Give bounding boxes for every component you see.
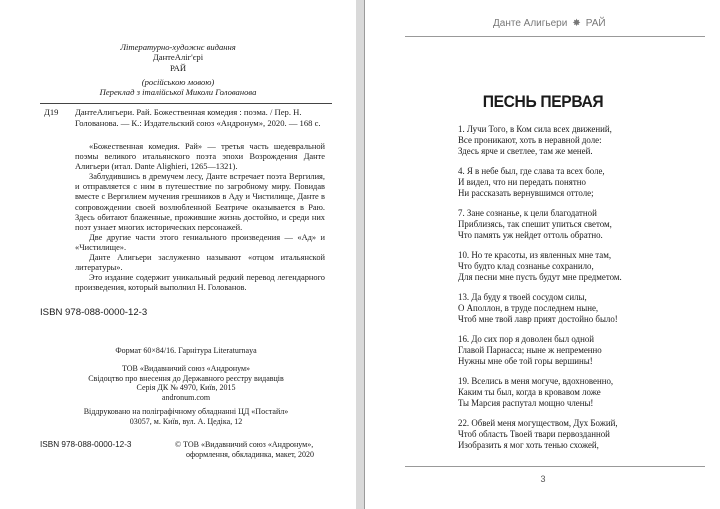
translation-note: Переклад з італійської Миколи Голованова bbox=[99, 87, 257, 98]
page-number: 3 bbox=[540, 474, 546, 484]
verse-line: Здесь ярче и светлее, там же меней. bbox=[458, 146, 593, 157]
annotation-paragraph: «Божественная комедия. Рай» — третья часть шедевральной поэмы великого итальянского поэта эпохи Возрождения Данте Алигьери (итал. Dante Alighieri, 1265—1321). bbox=[75, 142, 325, 172]
copyright-line: © ТОВ «Видавничий союз «Андронум», bbox=[175, 440, 314, 449]
canto-title: ПЕСНЬ ПЕРВАЯ bbox=[482, 92, 604, 111]
author-line: ДантеАліг'єрі bbox=[152, 52, 204, 63]
publisher-line: Серія ДК № 4970, Київ, 2015 bbox=[136, 383, 236, 393]
annotation-paragraph: Данте Алигьери заслуженно называют «отцом итальянской литературы». bbox=[75, 253, 325, 273]
running-head-title: РАЙ bbox=[585, 18, 606, 29]
running-head bbox=[493, 18, 606, 29]
verse-line: Чтоб область Твоей твари первозданной bbox=[458, 429, 610, 440]
stanza bbox=[458, 124, 698, 158]
printer-line: Віддруковано на поліграфічному обладнанні ЦД «Постайл» bbox=[83, 406, 289, 416]
verse-line: Каким ты был, когда в кровавом ложе bbox=[458, 387, 601, 398]
verse-line: Главой Парнасса; ныне ж непременно bbox=[458, 345, 602, 356]
verse-line: Нужны мне обе той горы вершины! bbox=[458, 356, 593, 367]
verse-line: 22. Обвей меня могуществом, Дух Божий, bbox=[458, 418, 618, 428]
publisher-line: Свідоцтво про внесення до Державного реєстру видавців bbox=[88, 373, 284, 383]
isbn-bottom: ISBN 978-088-0000-12-3 bbox=[40, 440, 132, 449]
imprint bbox=[40, 346, 332, 427]
book-gutter bbox=[356, 0, 364, 509]
verse-line: Изобразить я мог хоть тенью схожей, bbox=[458, 440, 599, 451]
verse-line: Ни рассказать вернувшимся оттоле; bbox=[458, 188, 594, 199]
publisher-line: ТОВ «Видавничий союз «Андронум» bbox=[121, 363, 251, 373]
verse-line: 19. Вселись в меня могуче, вдохновенно, bbox=[458, 376, 614, 386]
isbn-main: ISBN 978-088-0000-12-3 bbox=[40, 307, 148, 318]
annotation bbox=[75, 142, 325, 293]
bibliographic-record: ДантеАлигьери. Рай. Божественная комедия : поэма. / Пер. Н. Голованова. — К.: Издательский союз «Андронум», 2020. — 168 с. bbox=[75, 107, 321, 128]
copyright bbox=[175, 440, 345, 460]
verse-line: О Аполлон, в труде последнем ныне, bbox=[458, 303, 599, 314]
verse-line: 13. Да буду я твоей сосудом силы, bbox=[458, 292, 587, 302]
left-page bbox=[0, 0, 357, 509]
publisher-header bbox=[0, 42, 356, 73]
translation-header bbox=[0, 77, 356, 98]
printer-line: 03057, м. Київ, вул. А. Цедіка, 12 bbox=[129, 416, 243, 426]
verse-line: 1. Лучи Того, в Ком сила всех движений, bbox=[458, 124, 612, 134]
stanza bbox=[458, 250, 698, 284]
stanza bbox=[458, 418, 698, 452]
publisher-website: andronum.com bbox=[161, 393, 211, 403]
verse-line: Все проникают, хоть в неравной доле: bbox=[458, 135, 602, 146]
star-ornament-icon: ✸ bbox=[572, 18, 581, 29]
title-line: РАЙ bbox=[169, 62, 187, 73]
stanza bbox=[458, 334, 698, 368]
udk-code: Д19 bbox=[44, 107, 59, 117]
verse-line: И видел, что ни передать понятно bbox=[458, 177, 586, 188]
stanza bbox=[458, 376, 698, 410]
annotation-paragraph: Это издание содержит уникальный редкий перевод легендарного произведения, который выполнил Н. Голованов. bbox=[75, 273, 325, 293]
verses bbox=[458, 124, 698, 460]
annotation-paragraph: Две другие части этого гениального произведения — «Ад» и «Чистилище». bbox=[75, 232, 325, 252]
format-line: Формат 60×84/16. Гарнітура Literaturnaya bbox=[115, 346, 257, 355]
verse-line: Чтоб мне твой лавр прият достойно было! bbox=[458, 314, 618, 325]
verse-line: 10. Но те красоты, из явленных мне там, bbox=[458, 250, 612, 260]
stanza bbox=[458, 292, 698, 326]
divider bbox=[40, 103, 332, 104]
verse-line: 7. Зане сознанье, к цели благодатной bbox=[458, 208, 597, 218]
verse-line: Что память уж нейдет оттоль обратно. bbox=[458, 230, 603, 241]
annotation-paragraph: Заблудившись в дремучем лесу, Данте встречает поэта Вергилия, и отправляется с ним в путешествие по загробному миру. Повидав вместе с Вергилием мучения грешников в Аду и Чистилище, Данте в сопровождении своей возлюбленной Беатриче оказывается в Раю. Здесь обитают блаженные, прожившие жизнь достойно, и среди них поэт узнает многих исторических персонажей. bbox=[75, 172, 325, 232]
series-line: Літературно-художнє видання bbox=[120, 42, 236, 52]
stanza bbox=[458, 208, 698, 242]
language-note: (російською мовою) bbox=[141, 77, 215, 87]
verse-line: Ты Марсия распутал мощно члены! bbox=[458, 398, 594, 409]
running-head-author: Данте Алигьери bbox=[493, 18, 568, 29]
verse-line: 4. Я в небе был, где слава та всех боле, bbox=[458, 166, 605, 176]
verse-line: Что будто клад сознанье сохранило, bbox=[458, 261, 594, 272]
copyright-line: оформлення, обкладинка, макет, 2020 bbox=[186, 450, 315, 459]
header-rule bbox=[405, 36, 705, 37]
verse-line: Приблизясь, так спешит упиться светом, bbox=[458, 219, 612, 230]
footer-rule bbox=[405, 466, 705, 467]
verse-line: 16. До сих пор я доволен был одной bbox=[458, 334, 595, 344]
stanza bbox=[458, 166, 698, 200]
verse-line: Для песни мне пусть будут мне предметом. bbox=[458, 272, 622, 283]
right-page bbox=[364, 0, 720, 509]
